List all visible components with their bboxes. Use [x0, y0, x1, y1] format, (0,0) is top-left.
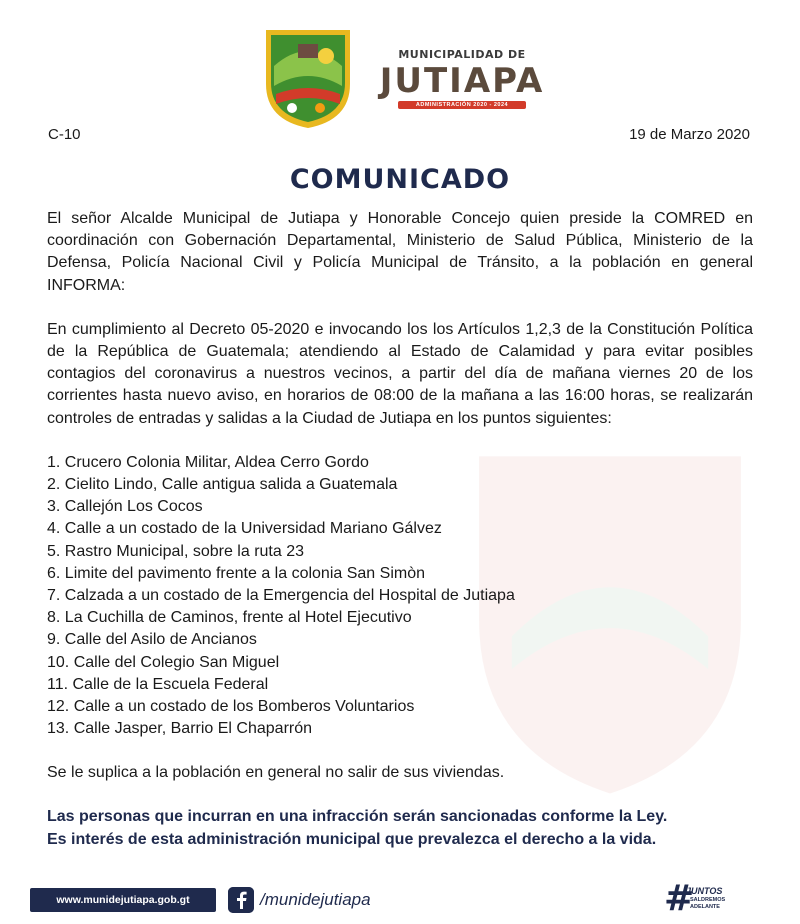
facebook-icon — [228, 887, 254, 913]
municipality-brand — [372, 48, 552, 109]
reference-row — [44, 126, 756, 146]
letterhead — [0, 18, 800, 128]
municipality-label: MUNICIPALIDAD DE — [398, 48, 526, 61]
website-link[interactable]: www.munidejutiapa.gob.gt — [30, 888, 216, 912]
list-item: 8. La Cuchilla de Caminos, frente al Hotel Ejecutivo — [47, 609, 412, 627]
document-body — [47, 208, 753, 851]
municipal-crest-logo — [262, 26, 354, 130]
list-item: 2. Cielito Lindo, Calle antigua salida a Guatemala — [47, 476, 398, 494]
hashtag-icon: # — [664, 878, 695, 919]
slogan-badge — [664, 878, 744, 922]
document-date: 19 de Marzo 2020 — [629, 126, 750, 143]
list-item: 4. Calle a un costado de la Universidad Mariano Gálvez — [47, 520, 442, 538]
document-code: C-10 — [48, 126, 81, 143]
intro-paragraph: El señor Alcalde Municipal de Jutiapa y Honorable Concejo quien preside la COMRED en coordinación con Gobernación Departamental, Ministerio de Salud Pública, Ministerio de la Defensa, Policía Nacional Civil y Policía Municipal de Tránsito, a la población en general INFORMA: — [47, 210, 753, 294]
warning-block — [47, 806, 753, 850]
warning-line-1: Las personas que incurran en una infracción serán sancionadas conforme la Ley. — [47, 808, 668, 826]
document-title: COMUNICADO — [289, 164, 511, 195]
slogan-line-3: ADELANTE — [690, 904, 720, 910]
footer — [0, 878, 800, 924]
slogan-line-1: JUNTOS — [686, 886, 723, 896]
list-item: 7. Calzada a un costado de la Emergencia del Hospital de Jutiapa — [47, 586, 515, 604]
list-item: 10. Calle del Colegio San Miguel — [47, 653, 280, 671]
list-item: 5. Rastro Municipal, sobre la ruta 23 — [47, 542, 305, 560]
city-name: JUTIAPA — [379, 61, 545, 101]
administration-badge: ADMINISTRACIÓN 2020 - 2024 — [398, 101, 526, 109]
facebook-handle[interactable]: /munidejutiapa — [260, 890, 371, 909]
list-item: 6. Limite del pavimento frente a la colonia San Simòn — [47, 564, 425, 582]
checkpoint-list — [47, 452, 753, 740]
list-item: 11. Calle de la Escuela Federal — [47, 675, 269, 693]
list-item: 3. Callejón Los Cocos — [47, 498, 203, 516]
list-item: 12. Calle a un costado de los Bomberos Voluntarios — [47, 697, 415, 715]
plea-text: Se le suplica a la población en general no salir de sus viviendas. — [47, 764, 505, 782]
warning-line-2: Es interés de esta administración municipal que prevalezca el derecho a la vida. — [47, 830, 657, 848]
slogan-line-2: SALDREMOS — [690, 897, 726, 903]
list-item: 9. Calle del Asilo de Ancianos — [47, 631, 257, 649]
list-item: 13. Calle Jasper, Barrio El Chaparrón — [47, 720, 313, 738]
list-item: 1. Crucero Colonia Militar, Aldea Cerro Gordo — [47, 453, 369, 471]
decree-paragraph: En cumplimiento al Decreto 05-2020 e invocando los los Artículos 1,2,3 de la Constitución Política de la República de Guatemala; atendiendo al Estado de Calamidad y para evitar posibles contagios del coronavirus a nuestros vecinos, a partir del día de mañana viernes 20 de los corrientes hasta nuevo aviso, en horarios de 08:00 de la mañana a las 16:00 horas, se realizarán controles de entradas y salidas a la Ciudad de Jutiapa en los puntos siguientes: — [47, 320, 753, 427]
